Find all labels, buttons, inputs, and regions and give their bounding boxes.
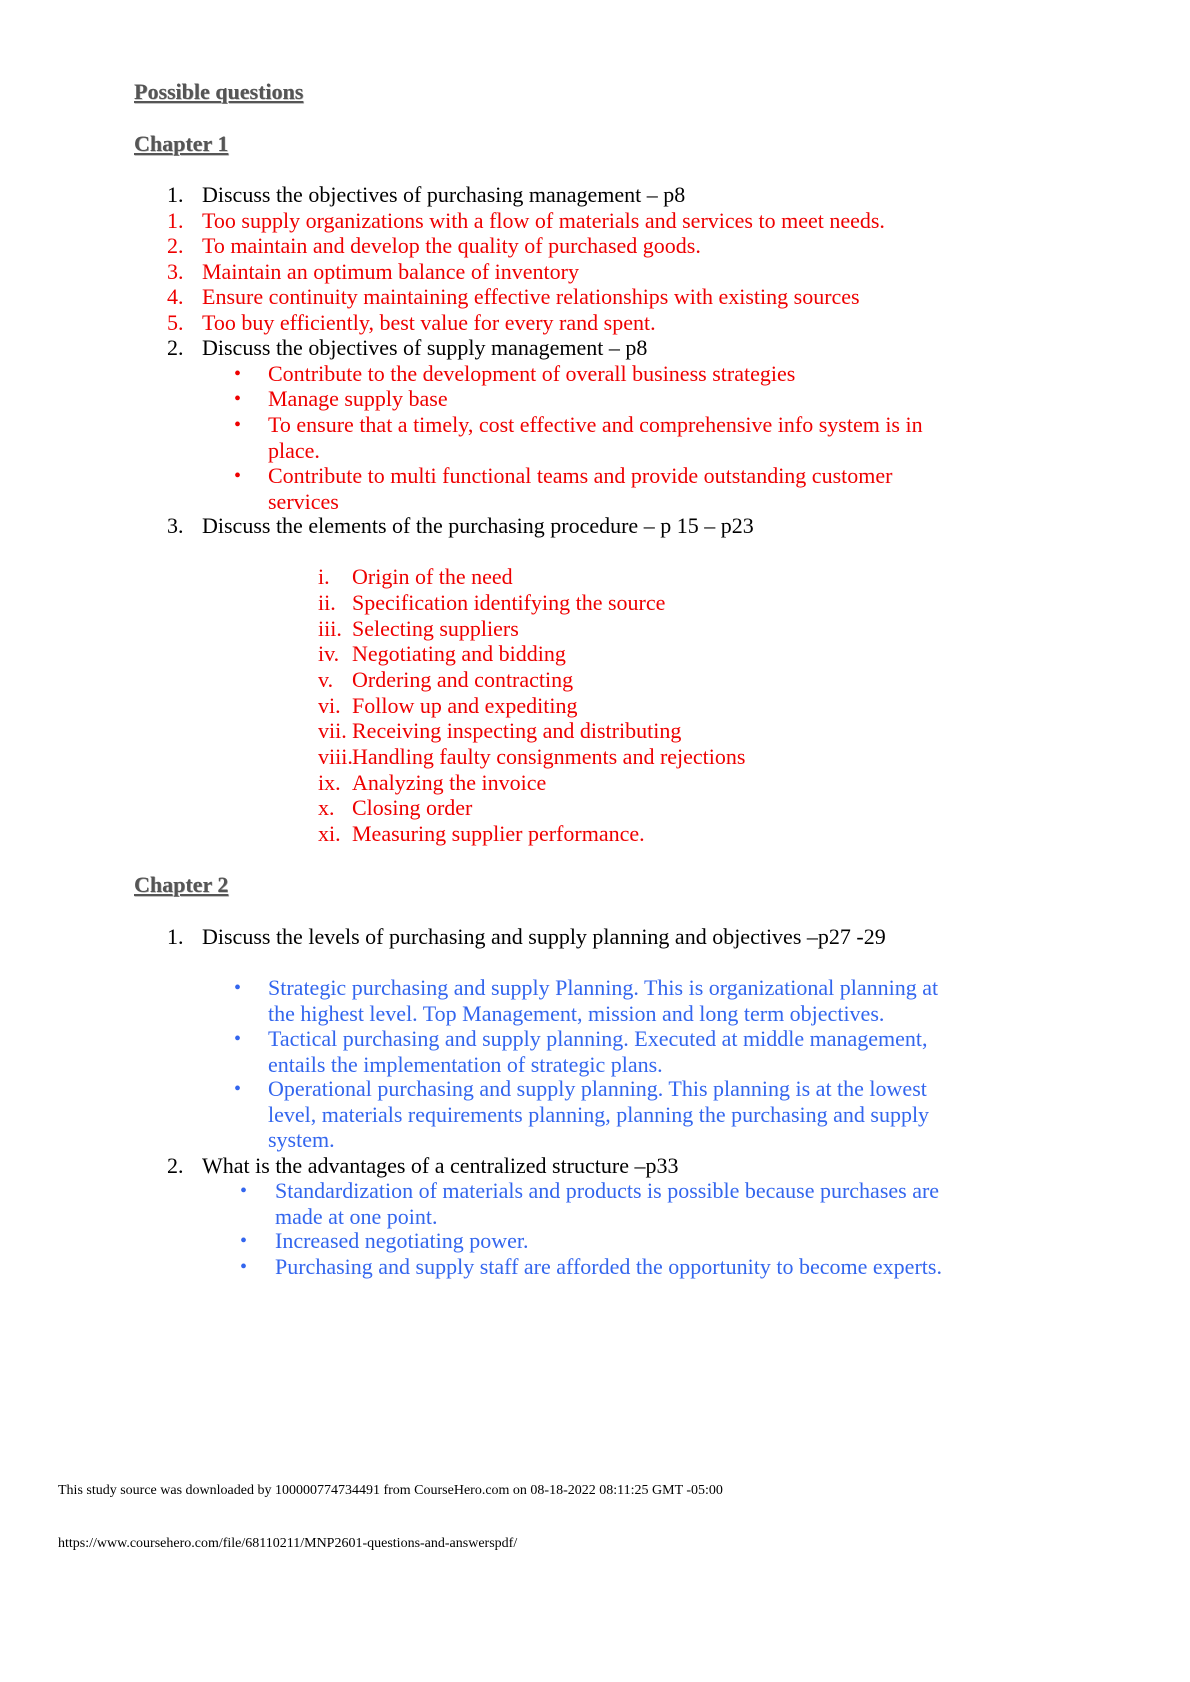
answer-text: Handling faulty consignments and rejections — [352, 744, 746, 769]
bullet-icon: • — [234, 465, 242, 487]
answer-text: Manage supply base — [268, 386, 448, 411]
answer-text: Receiving inspecting and distributing — [352, 718, 682, 743]
answer-text: Closing order — [352, 795, 473, 820]
question-text: Discuss the objectives of supply management – p8 — [202, 335, 648, 360]
page-title: Possible questions — [134, 79, 304, 104]
answer-text: Contribute to the development of overall business strategies — [268, 361, 796, 386]
answer-text: Too supply organizations with a flow of materials and services to meet needs. — [202, 208, 885, 233]
bullet-icon: • — [234, 388, 242, 410]
answer-text: Operational purchasing and supply planning. This planning is at the lowest — [268, 1076, 927, 1101]
answer-text: To maintain and develop the quality of purchased goods. — [202, 233, 701, 258]
question-number: 1. — [167, 924, 184, 949]
bullet-icon: • — [234, 363, 242, 385]
answer-text: Purchasing and supply staff are afforded the opportunity to become experts. — [275, 1254, 942, 1279]
roman-numeral: ix. — [318, 770, 341, 795]
question-text: Discuss the objectives of purchasing management – p8 — [202, 182, 686, 207]
answer-text: Negotiating and bidding — [352, 641, 566, 666]
answer-text: Ordering and contracting — [352, 667, 574, 692]
question-text: What is the advantages of a centralized structure –p33 — [202, 1153, 679, 1178]
answer-number: 1. — [167, 208, 184, 233]
answer-text: services — [268, 489, 339, 514]
answer-text: Increased negotiating power. — [275, 1228, 529, 1253]
source-url[interactable]: https://www.coursehero.com/file/68110211/MNP2601-questions-and-answerspdf/ — [58, 1536, 518, 1551]
answer-number: 5. — [167, 310, 184, 335]
bullet-icon: • — [240, 1180, 248, 1202]
answer-text: Maintain an optimum balance of inventory — [202, 259, 579, 284]
bullet-icon: • — [234, 414, 242, 436]
roman-numeral: ii. — [318, 590, 336, 615]
answer-text: Ensure continuity maintaining effective relationships with existing sources — [202, 284, 860, 309]
roman-numeral: xi. — [318, 821, 341, 846]
answer-text: made at one point. — [275, 1204, 438, 1229]
roman-numeral: x. — [318, 795, 335, 820]
bullet-icon: • — [240, 1256, 248, 1278]
bullet-icon: • — [234, 1028, 242, 1050]
answer-text: Analyzing the invoice — [352, 770, 547, 795]
chapter-2-heading: Chapter 2 — [134, 872, 229, 897]
answer-text: To ensure that a timely, cost effective and comprehensive info system is in — [268, 412, 923, 437]
bullet-icon: • — [234, 1078, 242, 1100]
roman-numeral: iv. — [318, 641, 340, 666]
roman-numeral: viii. — [318, 744, 353, 769]
roman-numeral: i. — [318, 564, 330, 589]
answer-number: 2. — [167, 233, 184, 258]
question-text: Discuss the elements of the purchasing procedure – p 15 – p23 — [202, 513, 754, 538]
download-note: This study source was downloaded by 100000774734491 from CourseHero.com on 08-18-2022 08:11:25 GMT -05:00 — [58, 1483, 723, 1498]
question-text: Discuss the levels of purchasing and supply planning and objectives –p27 -29 — [202, 924, 886, 949]
bullet-icon: • — [234, 977, 242, 999]
roman-numeral: iii. — [318, 616, 342, 641]
answer-text: Tactical purchasing and supply planning. Executed at middle management, — [268, 1026, 928, 1051]
question-number: 3. — [167, 513, 184, 538]
answer-text: Standardization of materials and products is possible because purchases are — [275, 1178, 940, 1203]
answer-text: level, materials requirements planning, planning the purchasing and supply — [268, 1102, 930, 1127]
answer-text: Measuring supplier performance. — [352, 821, 645, 846]
answer-text: place. — [268, 438, 320, 463]
roman-numeral: v. — [318, 667, 334, 692]
chapter-1-heading: Chapter 1 — [134, 131, 229, 156]
question-number: 1. — [167, 182, 184, 207]
answer-number: 4. — [167, 284, 184, 309]
answer-number: 3. — [167, 259, 184, 284]
answer-text: entails the implementation of strategic plans. — [268, 1052, 663, 1077]
question-number: 2. — [167, 335, 184, 360]
answer-text: Strategic purchasing and supply Planning. This is organizational planning at — [268, 975, 939, 1000]
roman-numeral: vi. — [318, 693, 341, 718]
question-number: 2. — [167, 1153, 184, 1178]
bullet-icon: • — [240, 1230, 248, 1252]
roman-numeral: vii. — [318, 718, 347, 743]
answer-text: Selecting suppliers — [352, 616, 519, 641]
answer-text: Origin of the need — [352, 564, 513, 589]
answer-text: the highest level. Top Management, mission and long term objectives. — [268, 1001, 885, 1026]
answer-text: Follow up and expediting — [352, 693, 578, 718]
answer-text: Too buy efficiently, best value for every rand spent. — [202, 310, 656, 335]
answer-text: Contribute to multi functional teams and provide outstanding customer — [268, 463, 893, 488]
answer-text: system. — [268, 1127, 335, 1152]
answer-text: Specification identifying the source — [352, 590, 666, 615]
